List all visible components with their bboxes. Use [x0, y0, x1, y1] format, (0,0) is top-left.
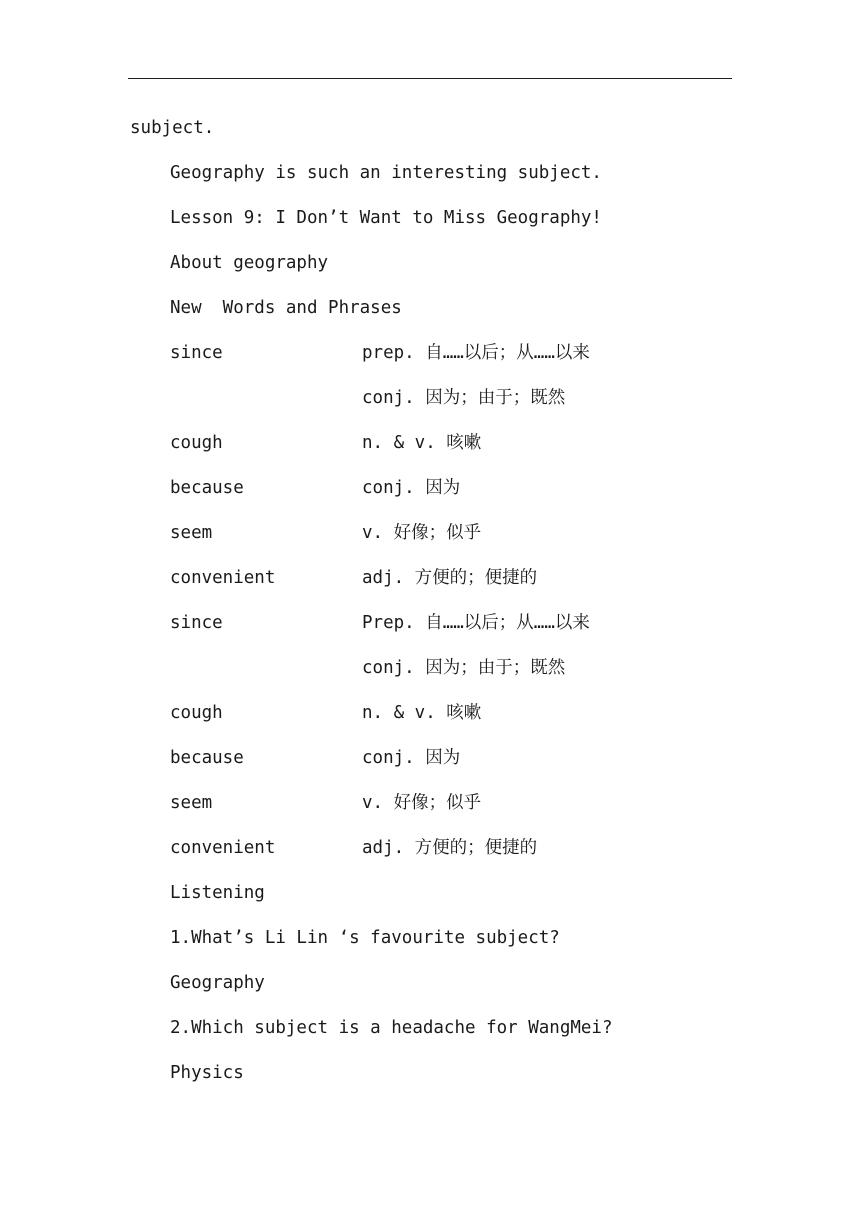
listening-answer: Geography — [170, 973, 265, 993]
vocab-word: since — [170, 613, 223, 633]
vocab-word: because — [170, 748, 244, 768]
vocab-word: convenient — [170, 568, 276, 588]
vocab-word: convenient — [170, 838, 276, 858]
vocab-word: seem — [170, 523, 213, 543]
vocab-row — [0, 653, 860, 698]
listening-list — [0, 923, 860, 1103]
vocab-row — [0, 788, 860, 833]
section-heading-listening: Listening — [170, 883, 265, 903]
vocab-definition: n. & v. 咳嗽 — [362, 433, 482, 453]
vocab-row — [0, 518, 860, 563]
vocab-definition: n. & v. 咳嗽 — [362, 703, 482, 723]
vocab-row — [0, 383, 860, 428]
section-heading-words: New Words and Phrases — [170, 298, 402, 318]
vocab-definition: prep. 自……以后；从……以来 — [362, 343, 590, 363]
vocab-definition: adj. 方便的；便捷的 — [362, 568, 538, 588]
vocab-row — [0, 743, 860, 788]
vocab-row — [0, 563, 860, 608]
vocab-definition: conj. 因为 — [362, 748, 461, 768]
document-body — [0, 113, 860, 1103]
listening-question: 1.What’s Li Lin ‘s favourite subject? — [170, 928, 560, 948]
vocab-definition: adj. 方便的；便捷的 — [362, 838, 538, 858]
vocab-list-1 — [0, 338, 860, 608]
vocab-word: seem — [170, 793, 213, 813]
vocab-word: because — [170, 478, 244, 498]
vocab-row — [0, 473, 860, 518]
vocab-definition: conj. 因为；由于；既然 — [362, 388, 566, 408]
vocab-definition: Prep. 自……以后；从……以来 — [362, 613, 590, 633]
vocab-word: cough — [170, 703, 223, 723]
listening-question: 2.Which subject is a headache for WangMei? — [170, 1018, 613, 1038]
vocab-row — [0, 428, 860, 473]
vocab-definition: conj. 因为；由于；既然 — [362, 658, 566, 678]
vocab-definition: v. 好像；似乎 — [362, 523, 482, 543]
vocab-definition: conj. 因为 — [362, 478, 461, 498]
listening-answer: Physics — [170, 1063, 244, 1083]
lesson-title: Lesson 9: I Don’t Want to Miss Geography! — [170, 208, 602, 228]
example-sentence: Geography is such an interesting subject. — [170, 163, 602, 183]
header-rule — [128, 78, 732, 79]
vocab-list-2 — [0, 608, 860, 878]
vocab-word: since — [170, 343, 223, 363]
continuation-text: subject. — [130, 118, 215, 138]
vocab-definition: v. 好像；似乎 — [362, 793, 482, 813]
vocab-word: cough — [170, 433, 223, 453]
vocab-row — [0, 833, 860, 878]
vocab-row — [0, 608, 860, 653]
vocab-row — [0, 338, 860, 383]
topic-heading: About geography — [170, 253, 329, 273]
vocab-row — [0, 698, 860, 743]
